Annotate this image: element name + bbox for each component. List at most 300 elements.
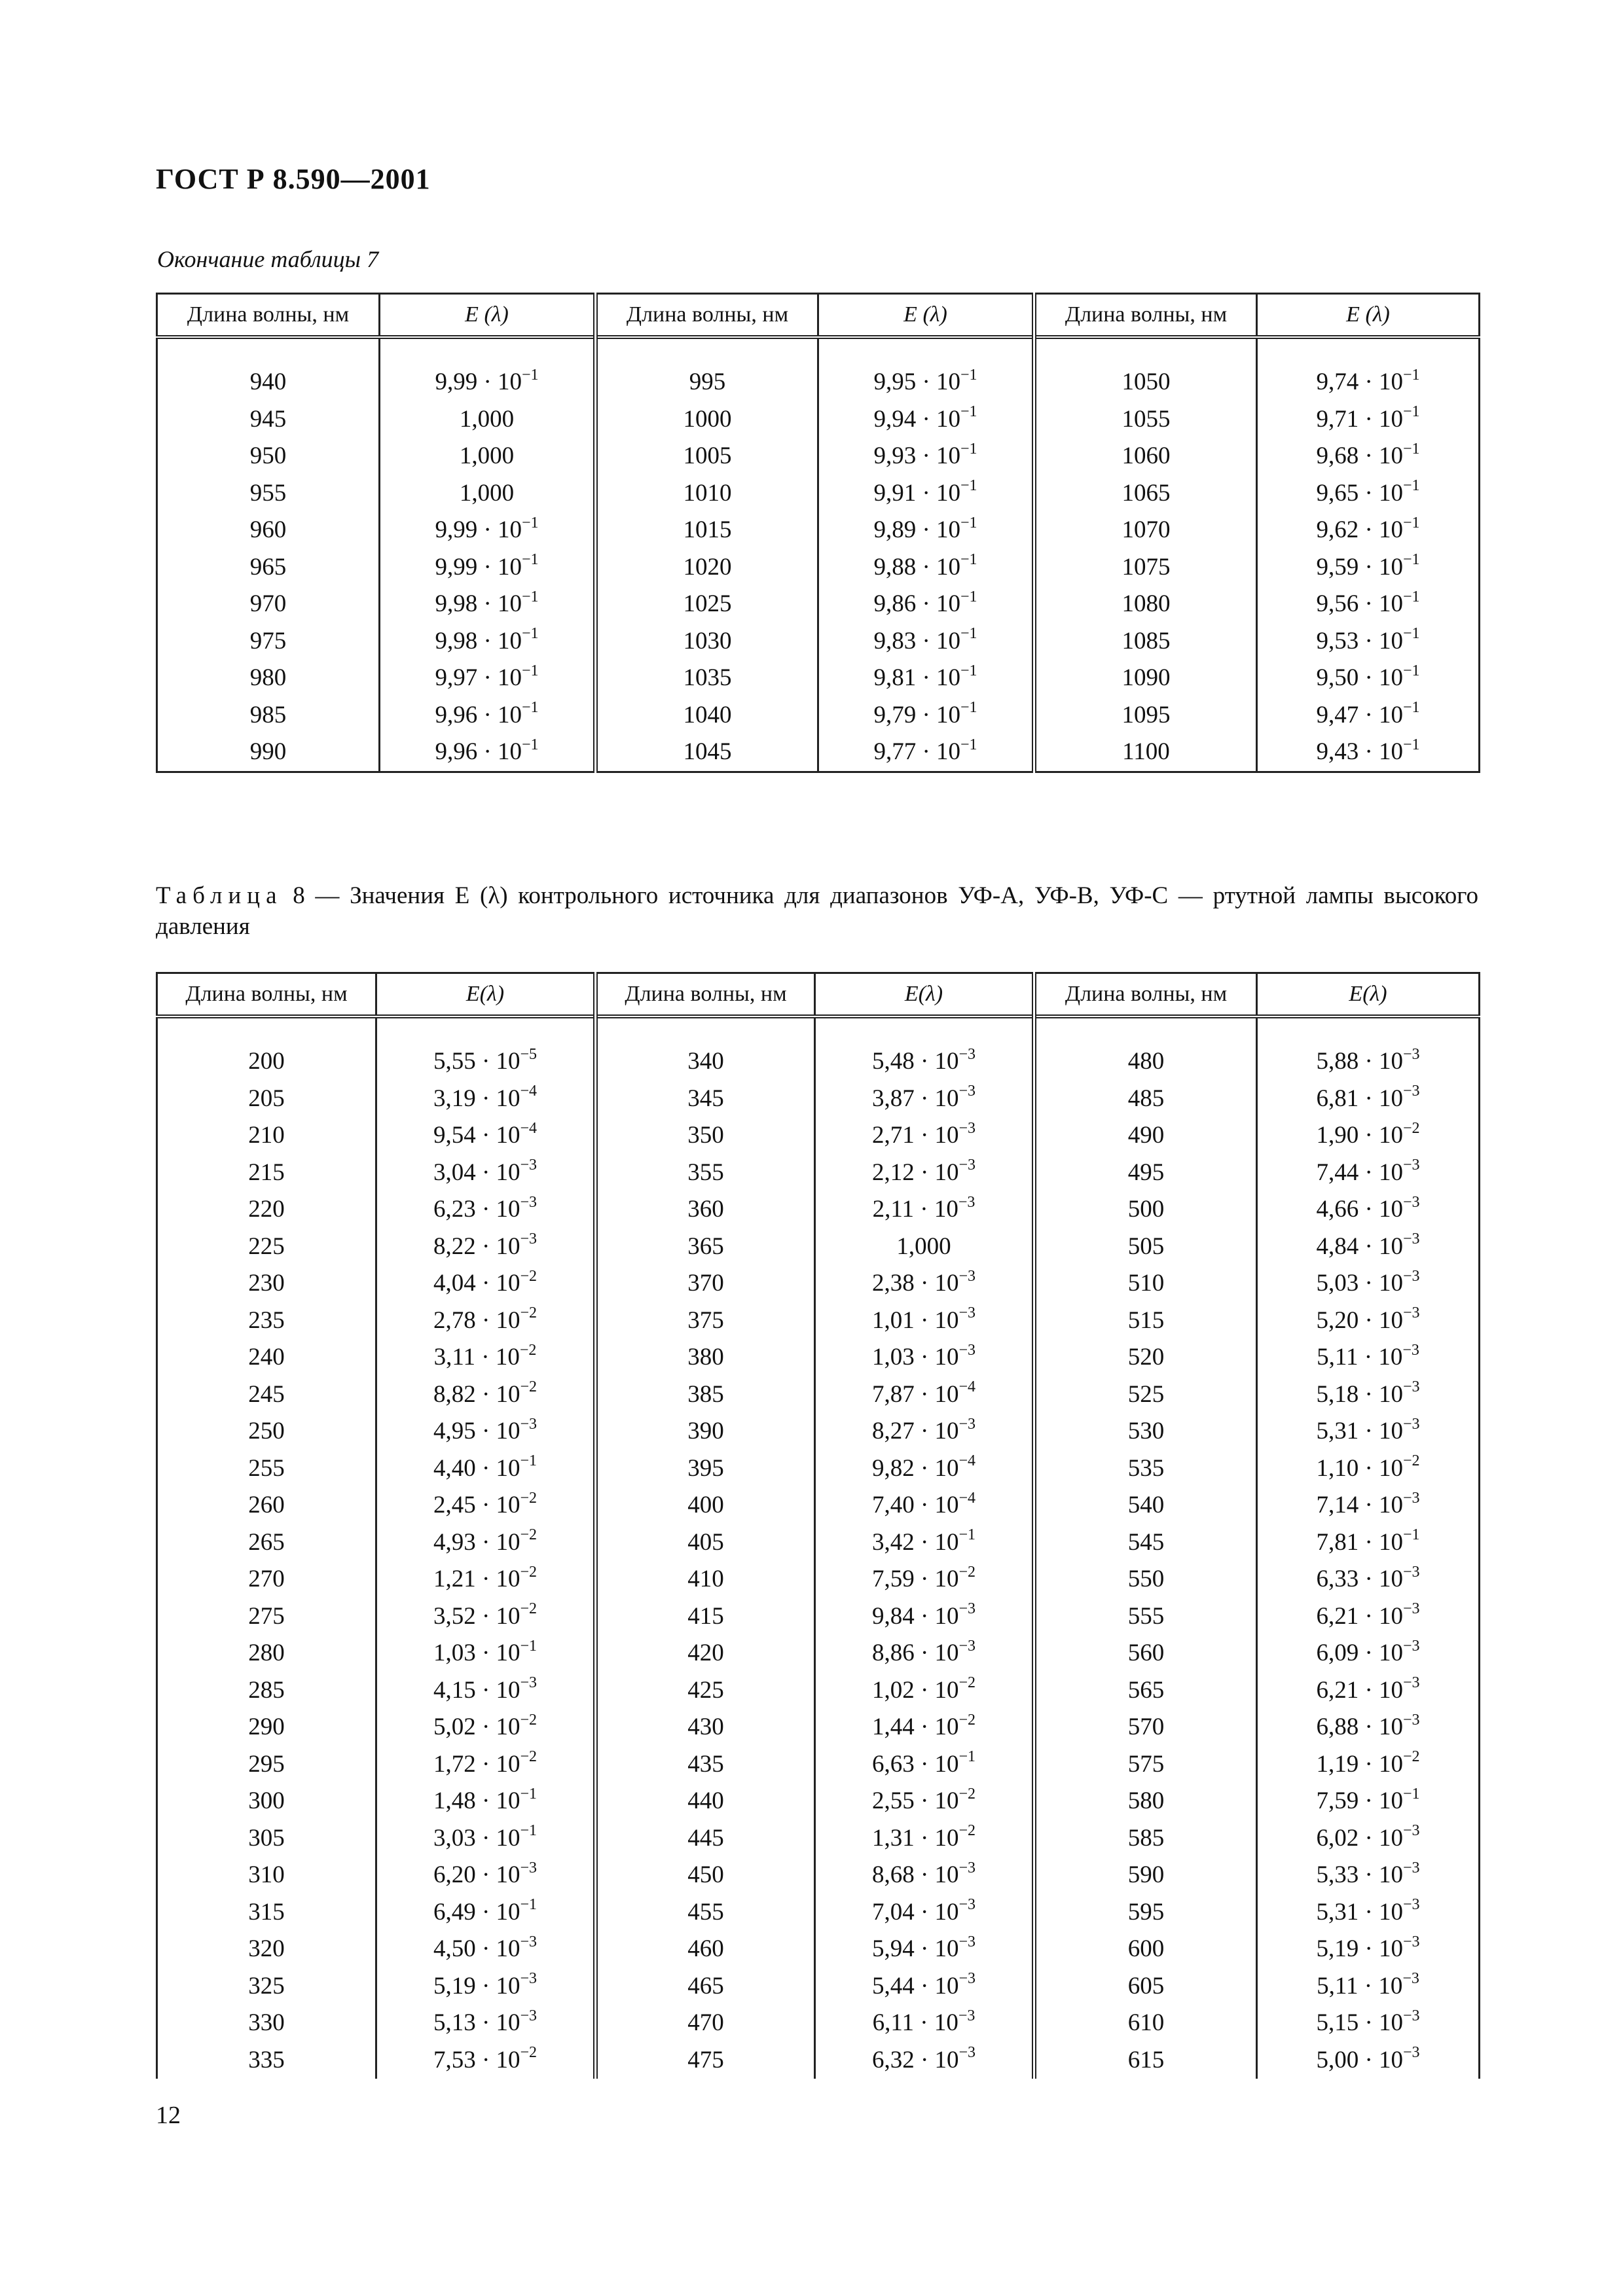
value-mantissa: 5,15 <box>1316 2009 1359 2036</box>
wavelength-cell: 580 <box>1127 1787 1165 1814</box>
value-mantissa: 1,01 <box>871 1306 915 1334</box>
value-exponent: −1 <box>1403 440 1420 457</box>
value-exponent: −3 <box>1403 1489 1420 1507</box>
wavelength-cell: 305 <box>248 1824 285 1852</box>
value-exponent: −2 <box>520 1304 538 1322</box>
wavelength-cell: 380 <box>687 1344 724 1371</box>
value-exponent: −3 <box>958 2007 976 2024</box>
value-exponent: −1 <box>1403 588 1420 605</box>
column-header-e-lambda: E (λ) <box>1257 294 1480 338</box>
value-mantissa: 6,33 <box>1316 1566 1359 1592</box>
e-lambda-cell: $4,04 \cdot 10^{-2}$ <box>433 1267 538 1297</box>
e-lambda-cell: $9,99 \cdot 10^{-1}$ <box>435 366 539 395</box>
e-lambda-cell: $8,82 \cdot 10^{-2}$ <box>433 1378 538 1408</box>
value-mantissa: 8,86 <box>871 1640 915 1666</box>
wavelength-cell: 1010 <box>683 479 732 507</box>
value-exponent: −3 <box>958 1637 976 1655</box>
value-exponent: −2 <box>958 1711 976 1729</box>
wavelength-cell: 465 <box>687 1972 724 2000</box>
wavelength-cell: 475 <box>687 2046 724 2073</box>
wavelength-cell: 445 <box>687 1824 724 1852</box>
value-mantissa: 7,53 <box>433 2046 476 2073</box>
e-lambda-cell: $9,86 \cdot 10^{-1}$ <box>873 588 977 617</box>
e-lambda-cell: $9,96 \cdot 10^{-1}$ <box>435 699 539 728</box>
value-exponent: −2 <box>520 1563 538 1581</box>
wavelength-cell: 295 <box>248 1750 285 1778</box>
value-exponent: −3 <box>520 1933 538 1950</box>
value-exponent: −1 <box>1403 736 1420 753</box>
value-mantissa: 3,03 <box>433 1824 476 1852</box>
value-mantissa: 9,77 <box>873 738 917 765</box>
column-header-e-lambda: E(λ) <box>376 973 596 1017</box>
value-exponent: −1 <box>1403 477 1420 495</box>
value-exponent: −2 <box>1403 1748 1420 1766</box>
value-mantissa: 9,79 <box>873 701 917 728</box>
value-exponent: −3 <box>1403 1896 1420 1914</box>
wavelength-cell: 405 <box>687 1528 724 1556</box>
value-mantissa: 7,87 <box>871 1380 915 1408</box>
wavelength-cell: 1085 <box>1122 627 1171 655</box>
value-mantissa: 9,53 <box>1316 627 1359 655</box>
wavelength-cell: 1005 <box>683 442 732 469</box>
wavelength-cell: 340 <box>687 1048 724 1075</box>
value-exponent: −1 <box>1403 1785 1420 1803</box>
value-exponent: −1 <box>522 699 539 717</box>
wavelength-cell: 200 <box>248 1048 285 1075</box>
value-exponent: −2 <box>958 1822 976 1840</box>
wavelength-cell: 550 <box>1127 1566 1165 1592</box>
e-lambda-cell: $5,02 \cdot 10^{-2}$ <box>433 1711 538 1740</box>
wavelength-cell: 250 <box>248 1418 285 1444</box>
wavelength-cell: 960 <box>249 516 287 543</box>
e-lambda-cell: $9,71 \cdot 10^{-1}$ <box>1316 403 1420 433</box>
value-exponent: −3 <box>1403 1045 1420 1063</box>
wavelength-cell: 1050 <box>1122 368 1171 395</box>
value-exponent: −3 <box>1403 1193 1420 1211</box>
e-lambda-cell: $4,66 \cdot 10^{-3}$ <box>1316 1193 1420 1223</box>
value-exponent: −3 <box>520 1415 538 1433</box>
value-mantissa: 9,50 <box>1316 664 1359 691</box>
e-lambda-cell: $4,93 \cdot 10^{-2}$ <box>433 1526 538 1556</box>
e-lambda-cell: $3,19 \cdot 10^{-4}$ <box>433 1083 538 1112</box>
value-exponent: −1 <box>960 477 977 495</box>
value-exponent: −2 <box>520 2044 538 2062</box>
value-mantissa: 5,20 <box>1316 1306 1359 1334</box>
e-lambda-cell: $9,83 \cdot 10^{-1}$ <box>873 625 977 655</box>
e-lambda-cell: $7,59 \cdot 10^{-1}$ <box>1316 1785 1420 1814</box>
e-lambda-cell <box>380 475 593 512</box>
e-lambda-cell: $9,62 \cdot 10^{-1}$ <box>1316 514 1420 543</box>
value-exponent: −1 <box>1403 403 1420 421</box>
e-lambda-column <box>815 1043 1034 2079</box>
wavelength-cell: 1075 <box>1122 553 1171 581</box>
value-mantissa: 9,43 <box>1316 738 1359 765</box>
wavelength-column <box>157 1043 376 2079</box>
value-mantissa: 6,81 <box>1316 1085 1359 1112</box>
e-lambda-cell: $8,86 \cdot 10^{-3}$ <box>871 1637 976 1666</box>
wavelength-cell: 390 <box>687 1418 724 1444</box>
e-lambda-cell: $4,15 \cdot 10^{-3}$ <box>433 1674 538 1704</box>
wavelength-cell: 310 <box>248 1861 285 1888</box>
e-lambda-cell: $9,93 \cdot 10^{-1}$ <box>873 440 977 469</box>
value-mantissa: 1,000 <box>459 405 515 433</box>
value-mantissa: 9,89 <box>873 516 917 543</box>
wavelength-cell: 410 <box>687 1566 724 1592</box>
value-mantissa: 4,93 <box>433 1528 476 1556</box>
wavelength-cell: 385 <box>687 1380 724 1408</box>
value-mantissa: 5,44 <box>871 1972 915 2000</box>
e-lambda-cell: $9,68 \cdot 10^{-1}$ <box>1316 440 1420 469</box>
value-exponent: −3 <box>958 1267 976 1285</box>
e-lambda-cell: $6,21 \cdot 10^{-3}$ <box>1316 1600 1420 1630</box>
value-mantissa: 9,65 <box>1316 479 1359 507</box>
wavelength-cell: 1055 <box>1122 405 1171 433</box>
e-lambda-column <box>380 364 596 772</box>
value-exponent: −1 <box>522 514 539 531</box>
value-exponent: −1 <box>960 699 977 717</box>
value-mantissa: 7,44 <box>1316 1158 1359 1186</box>
value-exponent: −1 <box>1403 662 1420 679</box>
e-lambda-cell: $5,55 \cdot 10^{-5}$ <box>433 1045 538 1075</box>
value-exponent: −1 <box>958 1748 976 1766</box>
wavelength-cell: 595 <box>1127 1898 1165 1926</box>
e-lambda-cell <box>380 401 593 439</box>
value-mantissa: 2,38 <box>871 1270 915 1297</box>
wavelength-cell: 1045 <box>683 738 732 765</box>
value-exponent: −3 <box>1403 1230 1420 1248</box>
wavelength-cell: 510 <box>1127 1270 1165 1297</box>
e-lambda-cell <box>380 438 593 475</box>
e-lambda-cell: $3,04 \cdot 10^{-3}$ <box>433 1157 538 1186</box>
wavelength-column <box>596 1043 815 2079</box>
wavelength-cell: 970 <box>249 590 287 617</box>
e-lambda-cell: $4,84 \cdot 10^{-3}$ <box>1316 1230 1420 1260</box>
e-lambda-column <box>1257 364 1480 772</box>
value-exponent: −4 <box>958 1452 976 1470</box>
wavelength-cell: 230 <box>248 1270 285 1297</box>
e-lambda-cell: $5,31 \cdot 10^{-3}$ <box>1316 1896 1420 1926</box>
wavelength-cell: 955 <box>249 479 287 507</box>
value-mantissa: 4,04 <box>433 1270 476 1297</box>
wavelength-cell: 205 <box>248 1085 285 1112</box>
value-exponent: −1 <box>960 403 977 421</box>
value-mantissa: 1,21 <box>433 1566 476 1592</box>
wavelength-cell: 1090 <box>1122 664 1171 691</box>
value-exponent: −1 <box>1403 551 1420 569</box>
wavelength-cell: 300 <box>248 1787 285 1814</box>
wavelength-cell: 490 <box>1127 1122 1165 1149</box>
value-exponent: −2 <box>520 1526 538 1544</box>
value-mantissa: 5,31 <box>1316 1418 1359 1444</box>
value-exponent: −2 <box>520 1378 538 1396</box>
value-mantissa: 9,62 <box>1316 516 1359 543</box>
value-mantissa: 3,04 <box>433 1158 476 1186</box>
value-exponent: −1 <box>522 662 539 679</box>
value-mantissa: 9,74 <box>1316 368 1359 395</box>
value-mantissa: 5,33 <box>1316 1861 1359 1888</box>
value-mantissa: 5,00 <box>1316 2046 1359 2073</box>
wavelength-cell: 1080 <box>1122 590 1171 617</box>
wavelength-cell: 1095 <box>1122 701 1171 728</box>
value-mantissa: 2,11 <box>872 1196 914 1223</box>
e-lambda-cell: $5,94 \cdot 10^{-3}$ <box>871 1933 976 1962</box>
value-mantissa: 9,97 <box>435 664 478 691</box>
value-mantissa: 5,88 <box>1316 1048 1359 1075</box>
value-mantissa: 7,04 <box>871 1898 915 1926</box>
e-lambda-cell: $5,11 \cdot 10^{-3}$ <box>1317 1341 1419 1371</box>
table8-caption-label: Таблица <box>156 882 283 909</box>
value-mantissa: 6,09 <box>1316 1640 1359 1666</box>
wavelength-cell: 560 <box>1127 1640 1165 1666</box>
wavelength-cell: 280 <box>248 1640 285 1666</box>
value-exponent: −3 <box>1403 1157 1420 1174</box>
value-exponent: −3 <box>520 1859 538 1876</box>
e-lambda-cell: $6,23 \cdot 10^{-3}$ <box>433 1193 538 1223</box>
value-exponent: −1 <box>958 1526 976 1544</box>
value-mantissa: 9,54 <box>433 1122 476 1149</box>
e-lambda-cell: $9,89 \cdot 10^{-1}$ <box>873 514 977 543</box>
value-mantissa: 9,59 <box>1316 553 1359 581</box>
value-mantissa: 1,02 <box>871 1676 915 1704</box>
value-exponent: −3 <box>1403 1378 1420 1396</box>
value-exponent: −2 <box>1403 1452 1420 1470</box>
value-exponent: −3 <box>520 1193 538 1211</box>
value-exponent: −4 <box>520 1083 538 1100</box>
value-mantissa: 6,49 <box>433 1898 476 1926</box>
value-exponent: −3 <box>958 1083 976 1100</box>
e-lambda-cell: $5,20 \cdot 10^{-3}$ <box>1316 1304 1420 1334</box>
value-exponent: −3 <box>958 1304 976 1322</box>
value-exponent: −1 <box>520 1452 538 1470</box>
value-exponent: −1 <box>522 736 539 753</box>
wavelength-cell: 415 <box>687 1602 724 1630</box>
e-lambda-cell: $7,04 \cdot 10^{-3}$ <box>871 1896 976 1926</box>
wavelength-cell: 220 <box>248 1196 285 1223</box>
e-lambda-cell: $1,72 \cdot 10^{-2}$ <box>433 1748 538 1778</box>
value-exponent: −2 <box>520 1600 538 1618</box>
e-lambda-cell: $9,91 \cdot 10^{-1}$ <box>873 477 977 507</box>
e-lambda-cell: $9,98 \cdot 10^{-1}$ <box>435 588 539 617</box>
column-header-wavelength: Длина волны, нм <box>157 973 376 1017</box>
value-mantissa: 9,96 <box>435 701 478 728</box>
value-exponent: −2 <box>520 1711 538 1729</box>
value-exponent: −3 <box>958 2044 976 2062</box>
wavelength-cell: 530 <box>1127 1418 1165 1444</box>
wavelength-cell: 265 <box>248 1528 285 1556</box>
e-lambda-cell: $9,65 \cdot 10^{-1}$ <box>1316 477 1420 507</box>
value-mantissa: 9,86 <box>873 590 917 617</box>
wavelength-cell: 455 <box>687 1898 724 1926</box>
e-lambda-cell: $5,11 \cdot 10^{-3}$ <box>1317 1970 1419 2000</box>
value-exponent: −3 <box>958 1415 976 1433</box>
wavelength-cell: 365 <box>687 1232 724 1260</box>
value-exponent: −1 <box>520 1822 538 1840</box>
value-mantissa: 9,68 <box>1316 442 1359 469</box>
wavelength-cell: 485 <box>1127 1085 1165 1112</box>
e-lambda-cell: $9,98 \cdot 10^{-1}$ <box>435 625 539 655</box>
e-lambda-cell: $1,03 \cdot 10^{-1}$ <box>433 1637 538 1666</box>
value-exponent: −3 <box>1403 2007 1420 2024</box>
value-mantissa: 8,27 <box>871 1418 915 1444</box>
wavelength-cell: 255 <box>248 1454 285 1482</box>
value-exponent: −3 <box>520 1157 538 1174</box>
column-header-wavelength: Длина волны, нм <box>1034 973 1257 1017</box>
value-mantissa: 6,63 <box>871 1750 915 1778</box>
value-mantissa: 1,000 <box>896 1232 951 1260</box>
value-mantissa: 7,59 <box>1316 1787 1359 1814</box>
value-exponent: −1 <box>1403 1526 1420 1544</box>
e-lambda-cell: $9,79 \cdot 10^{-1}$ <box>873 699 977 728</box>
value-mantissa: 9,91 <box>873 479 917 507</box>
value-mantissa: 3,52 <box>433 1602 476 1630</box>
e-lambda-cell: $2,71 \cdot 10^{-3}$ <box>871 1119 976 1149</box>
e-lambda-cell: $2,78 \cdot 10^{-2}$ <box>433 1304 538 1334</box>
value-mantissa: 7,59 <box>871 1566 915 1592</box>
e-lambda-cell: $9,81 \cdot 10^{-1}$ <box>873 662 977 691</box>
wavelength-cell: 590 <box>1127 1861 1165 1888</box>
value-mantissa: 5,02 <box>433 1713 476 1740</box>
value-exponent: −5 <box>520 1045 538 1063</box>
e-lambda-cell: $9,77 \cdot 10^{-1}$ <box>873 736 977 765</box>
value-exponent: −1 <box>1403 625 1420 643</box>
table7-caption: Окончание таблицы 7 <box>157 246 379 272</box>
e-lambda-cell: $3,87 \cdot 10^{-3}$ <box>871 1083 976 1112</box>
e-lambda-cell: $9,96 \cdot 10^{-1}$ <box>435 736 539 765</box>
value-exponent: −1 <box>960 662 977 679</box>
e-lambda-cell: $9,74 \cdot 10^{-1}$ <box>1316 366 1420 395</box>
e-lambda-cell: $5,48 \cdot 10^{-3}$ <box>871 1045 976 1075</box>
wavelength-cell: 430 <box>687 1713 724 1740</box>
column-header-e-lambda: E (λ) <box>818 294 1034 338</box>
value-mantissa: 5,11 <box>1317 1972 1359 2000</box>
value-mantissa: 4,84 <box>1316 1232 1359 1260</box>
e-lambda-cell: $9,84 \cdot 10^{-3}$ <box>871 1600 976 1630</box>
e-lambda-cell: $9,99 \cdot 10^{-1}$ <box>435 551 539 581</box>
value-exponent: −3 <box>958 1933 976 1950</box>
value-exponent: −3 <box>1403 1304 1420 1322</box>
wavelength-cell: 945 <box>249 405 287 433</box>
e-lambda-cell: $9,53 \cdot 10^{-1}$ <box>1316 625 1420 655</box>
wavelength-cell: 360 <box>687 1196 724 1223</box>
wavelength-cell: 1040 <box>683 701 732 728</box>
value-exponent: −2 <box>520 1489 538 1507</box>
value-exponent: −1 <box>522 551 539 569</box>
value-mantissa: 6,11 <box>872 2009 914 2036</box>
e-lambda-cell: $9,97 \cdot 10^{-1}$ <box>435 662 539 691</box>
e-lambda-cell: $1,19 \cdot 10^{-2}$ <box>1316 1748 1420 1778</box>
wavelength-cell: 585 <box>1127 1824 1165 1852</box>
value-exponent: −2 <box>519 1341 537 1359</box>
value-mantissa: 3,42 <box>871 1528 915 1556</box>
value-exponent: −1 <box>522 366 539 384</box>
wavelength-column <box>596 364 818 772</box>
value-mantissa: 9,99 <box>435 516 478 543</box>
value-exponent: −2 <box>958 1563 976 1581</box>
value-mantissa: 6,02 <box>1316 1824 1359 1852</box>
value-mantissa: 6,32 <box>871 2046 915 2073</box>
value-mantissa: 9,47 <box>1316 701 1359 728</box>
wavelength-cell: 315 <box>248 1898 285 1926</box>
value-exponent: −3 <box>958 1600 976 1618</box>
e-lambda-cell: $9,43 \cdot 10^{-1}$ <box>1316 736 1420 765</box>
wavelength-column <box>1034 364 1257 772</box>
value-exponent: −3 <box>1402 1970 1419 1988</box>
value-exponent: −2 <box>520 1267 538 1285</box>
wavelength-cell: 540 <box>1127 1492 1165 1518</box>
value-mantissa: 9,99 <box>435 368 478 395</box>
wavelength-cell: 615 <box>1127 2046 1165 2073</box>
wavelength-cell: 520 <box>1127 1344 1165 1371</box>
value-exponent: −3 <box>1403 1711 1420 1729</box>
wavelength-cell: 330 <box>248 2009 285 2036</box>
column-header-e-lambda: E(λ) <box>1257 973 1480 1017</box>
value-mantissa: 6,21 <box>1316 1676 1359 1704</box>
value-mantissa: 5,48 <box>871 1048 915 1075</box>
value-mantissa: 6,21 <box>1316 1602 1359 1630</box>
value-mantissa: 5,11 <box>1317 1344 1359 1371</box>
value-exponent: −3 <box>958 1341 976 1359</box>
value-exponent: −4 <box>958 1489 976 1507</box>
table8-caption-number: 8 <box>293 882 305 909</box>
value-mantissa: 6,20 <box>433 1861 476 1888</box>
e-lambda-cell: $7,44 \cdot 10^{-3}$ <box>1316 1157 1420 1186</box>
e-lambda-cell: $1,10 \cdot 10^{-2}$ <box>1316 1452 1420 1482</box>
value-exponent: −3 <box>1403 2044 1420 2062</box>
wavelength-cell: 985 <box>249 701 287 728</box>
e-lambda-cell: $1,44 \cdot 10^{-2}$ <box>871 1711 976 1740</box>
wavelength-cell: 495 <box>1127 1158 1165 1186</box>
value-exponent: −3 <box>520 1230 538 1248</box>
value-mantissa: 8,22 <box>433 1232 476 1260</box>
value-mantissa: 4,95 <box>433 1418 476 1444</box>
wavelength-cell: 605 <box>1127 1972 1165 2000</box>
e-lambda-cell: $5,33 \cdot 10^{-3}$ <box>1316 1859 1420 1888</box>
e-lambda-cell: $9,95 \cdot 10^{-1}$ <box>873 366 977 395</box>
e-lambda-cell: $9,94 \cdot 10^{-1}$ <box>873 403 977 433</box>
wavelength-column <box>157 364 380 772</box>
e-lambda-cell: $6,21 \cdot 10^{-3}$ <box>1316 1674 1420 1704</box>
e-lambda-cell: $6,20 \cdot 10^{-3}$ <box>433 1859 538 1888</box>
value-mantissa: 9,82 <box>871 1454 915 1482</box>
value-exponent: −1 <box>960 514 977 531</box>
e-lambda-column <box>376 1043 596 2079</box>
value-exponent: −1 <box>960 736 977 753</box>
wavelength-cell: 290 <box>248 1713 285 1740</box>
wavelength-cell: 420 <box>687 1640 724 1666</box>
column-header-wavelength: Длина волны, нм <box>1034 294 1257 338</box>
value-exponent: −3 <box>958 1896 976 1914</box>
e-lambda-cell: $9,56 \cdot 10^{-1}$ <box>1316 588 1420 617</box>
wavelength-cell: 260 <box>248 1492 285 1518</box>
column-header-wavelength: Длина волны, нм <box>596 294 818 338</box>
value-mantissa: 1,90 <box>1316 1122 1359 1149</box>
wavelength-cell: 375 <box>687 1306 724 1334</box>
table-8 <box>156 972 1480 2079</box>
wavelength-cell: 450 <box>687 1861 724 1888</box>
e-lambda-cell: $6,32 \cdot 10^{-3}$ <box>871 2044 976 2073</box>
value-exponent: −4 <box>520 1119 538 1137</box>
value-exponent: −1 <box>1403 514 1420 531</box>
e-lambda-cell: $8,22 \cdot 10^{-3}$ <box>433 1230 538 1260</box>
value-mantissa: 4,50 <box>433 1935 476 1962</box>
e-lambda-cell: $8,27 \cdot 10^{-3}$ <box>871 1415 976 1444</box>
e-lambda-cell: $5,19 \cdot 10^{-3}$ <box>433 1970 538 2000</box>
document-title: ГОСТ Р 8.590—2001 <box>156 163 431 195</box>
wavelength-cell: 320 <box>248 1935 285 1962</box>
e-lambda-cell: $2,38 \cdot 10^{-3}$ <box>871 1267 976 1297</box>
value-mantissa: 1,000 <box>459 442 515 469</box>
value-mantissa: 9,99 <box>435 553 478 581</box>
